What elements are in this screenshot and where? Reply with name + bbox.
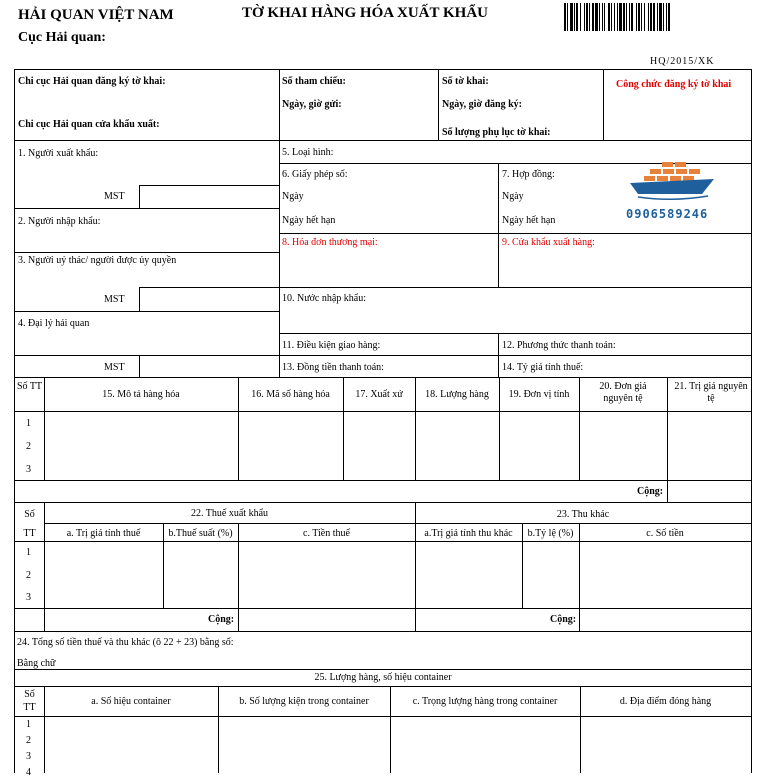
license-date-label: Ngày [282,191,304,202]
tax-total-left: Cộng: [208,614,235,625]
goods-col-desc: 15. Mô tả hàng hóa [102,389,180,400]
ship-icon [628,160,718,204]
import-country-label: 10. Nước nhập khẩu: [282,293,367,304]
license-expiry-label: Ngày hết hạn [282,215,336,226]
tax-rate-label: 14. Tỷ giá tính thuế: [502,362,584,373]
container-row-no: 3 [26,751,31,762]
tax-row-no: 3 [26,592,31,603]
officer-label: Công chức đăng ký tờ khai [616,79,732,90]
entrusted-mst-label: MST [104,294,125,305]
sent-datetime-label: Ngày, giờ gửi: [282,99,342,110]
container-col-a: a. Số hiệu container [91,696,171,707]
delivery-terms-label: 11. Điều kiện giao hàng: [282,340,381,351]
tax-sub-a: a. Trị giá tính thuế [66,528,141,539]
importer-label: 2. Người nhập khẩu: [18,216,101,227]
goods-row-no: 3 [26,464,31,475]
other-sub-a: a.Trị giá tính thu khác [424,528,513,539]
container-col-d: d. Địa điểm đóng hàng [619,696,712,707]
exit-gate-label: 9. Cửa khẩu xuất hàng: [502,237,595,248]
container-col-no-2: TT [23,702,36,713]
tax-sub-c: c. Tiền thuế [303,528,350,539]
appendix-count-label: Số lượng phụ lục tờ khai: [442,127,551,138]
reg-datetime-label: Ngày, giờ đăng ký: [442,99,522,110]
tax-col-no-1: Số [24,509,35,520]
agent-mst-label: MST [104,362,125,373]
exporter-label: 1. Người xuất khẩu: [18,148,99,159]
org-name: HẢI QUAN VIỆT NAM [18,7,174,23]
contract-expiry-label: Ngày hết hạn [502,215,556,226]
type-label: 5. Loại hình: [282,147,334,158]
goods-col-origin: 17. Xuất xứ [355,389,403,400]
tax-row-no: 2 [26,570,31,581]
goods-row-no: 2 [26,441,31,452]
goods-row-no: 1 [26,418,31,429]
container-row-no: 4 [26,767,31,778]
invoice-label: 8. Hóa đơn thương mại: [282,237,378,248]
container-title: 25. Lượng hàng, số hiệu container [314,672,452,683]
ref-no-label: Số tham chiếu: [282,76,346,87]
tax-other-header: 23. Thu khác [556,509,610,520]
form-code: HQ/2015/XK [650,56,715,67]
tax-sub-b: b.Thuế suất (%) [168,528,233,539]
form-title: TỜ KHAI HÀNG HÓA XUẤT KHẨU [242,5,488,21]
container-col-c: c. Trọng lượng hàng trong container [412,696,558,707]
reg-office-label: Chi cục Hải quan đăng ký tờ khai: [18,76,166,87]
tax-export-header: 22. Thuế xuất khẩu [190,508,269,519]
tax-col-no-2: TT [23,528,36,539]
payment-method-label: 12. Phương thức thanh toán: [502,340,616,351]
goods-col-value: 21. Trị giá nguyên tệ [674,381,748,404]
goods-col-qty: 18. Lượng hàng [425,389,489,400]
agent-label: 4. Đại lý hải quan [18,318,90,329]
tax-row-no: 1 [26,547,31,558]
goods-total-label: Cộng: [637,486,664,497]
goods-col-no: Số TT [16,381,43,392]
container-col-b: b. Số lượng kiện trong container [239,696,369,707]
goods-col-price: 20. Đơn giá nguyên tệ [599,381,647,404]
license-label: 6. Giấy phép số: [282,169,348,180]
contract-date-label: Ngày [502,191,524,202]
container-col-no-1: Số [24,689,35,700]
exit-office-label: Chi cục Hải quan cửa khẩu xuất: [18,119,160,130]
currency-label: 13. Đồng tiền thanh toán: [282,362,384,373]
decl-no-label: Số tờ khai: [442,76,489,87]
total-numbers-label: 24. Tổng số tiền thuế và thu khác (ô 22 + 23) bằng số: [17,637,234,648]
other-sub-b: b.Tỷ lệ (%) [527,528,574,539]
total-words-label: Bằng chữ [17,658,56,669]
goods-col-unit: 19. Đơn vị tính [508,389,570,400]
contract-label: 7. Hợp đồng: [502,169,555,180]
tax-total-right: Cộng: [550,614,577,625]
dept-name: Cục Hải quan: [18,30,106,45]
container-row-no: 2 [26,735,31,746]
phone-number: 0906589246 [626,207,709,221]
exporter-mst-label: MST [104,191,125,202]
container-row-no: 1 [26,719,31,730]
goods-col-hs: 16. Mã số hàng hóa [251,389,330,400]
barcode-icon [564,3,750,31]
entrusted-label: 3. Người uỷ thác/ người được ủy quyền [18,255,177,266]
other-sub-c: c. Số tiền [646,528,684,539]
